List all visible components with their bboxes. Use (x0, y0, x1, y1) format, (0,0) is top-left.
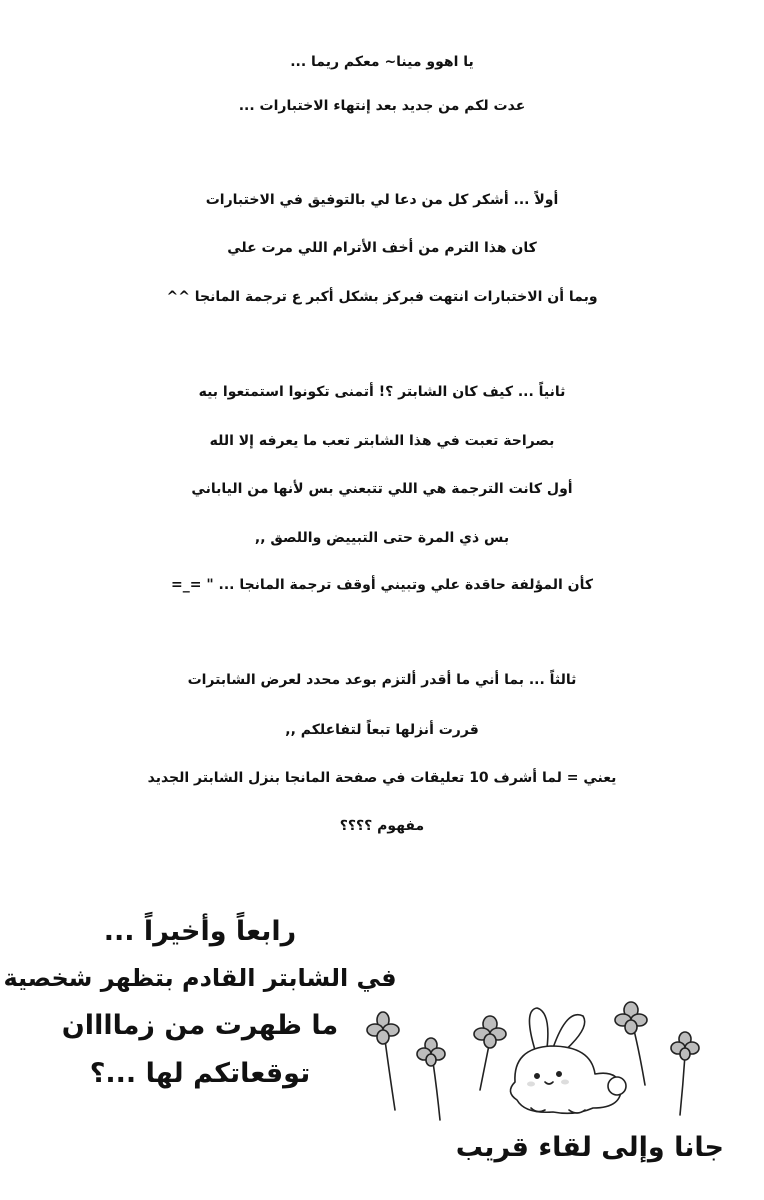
fourth-point-line-3: ما ظهرت من زماااان (61, 1010, 339, 1041)
greeting-line-1: يا اهوو مينا~ معكم ريما ... (290, 54, 474, 70)
second-point-line-5: كأن المؤلفة حاقدة علي وتبيني أوقف ترجمة المانجا ... " =_= (171, 577, 593, 593)
clover-icon (671, 1032, 699, 1115)
clover-icon (615, 1002, 647, 1085)
third-point-line-1: ثالثاً ... بما أني ما أقدر ألتزم بوعد محدد لعرض الشابترات (187, 672, 577, 688)
third-point-line-3: يعني = لما أشرف 10 تعليقات في صفحة المانجا بنزل الشابتر الجديد (147, 770, 617, 786)
third-point-line-2: قررت أنزلها تبعاً لتفاعلكم ,, (285, 722, 479, 738)
second-point-line-3: أول كانت الترجمة هي اللي تتبعني بس لأنها من الياباني (191, 481, 573, 497)
bunny-with-clovers-icon (355, 990, 735, 1130)
bunny-icon (510, 1008, 626, 1113)
second-point-line-1: ثانياً ... كيف كان الشابتر ؟! أتمنى تكونوا استمتعوا بيه (198, 384, 566, 400)
fourth-point-line-2: في الشابتر القادم بتظهر شخصية (3, 964, 397, 992)
first-point-line-2: كان هذا الترم من أخف الأترام اللي مرت علي (227, 240, 537, 256)
third-point-line-4: مفهوم ؟؟؟؟ (339, 818, 425, 834)
clover-icon (367, 1012, 399, 1110)
first-point-line-3: وبما أن الاختبارات انتهت فبركز بشكل أكبر ع ترجمة المانجا ^^ (166, 289, 598, 305)
first-point-line-1: أولاً ... أشكر كل من دعا لي بالتوفيق في الاختبارات (205, 192, 559, 208)
second-point-line-2: بصراحة تعبت في هذا الشابتر تعب ما يعرفه إلا الله (209, 433, 555, 449)
greeting-line-2: عدت لكم من جديد بعد إنتهاء الاختبارات ... (238, 98, 526, 114)
second-point-line-4: بس ذي المرة حتى التبييض واللصق ,, (254, 530, 510, 546)
fourth-point-line-4: توقعاتكم لها ...؟ (89, 1058, 311, 1089)
clover-icon (417, 1038, 445, 1120)
clover-icon (474, 1016, 506, 1090)
fourth-point-line-1: رابعاً وأخيراً ... (103, 916, 297, 947)
signature: جانا وإلى لقاء قريب (455, 1132, 724, 1163)
